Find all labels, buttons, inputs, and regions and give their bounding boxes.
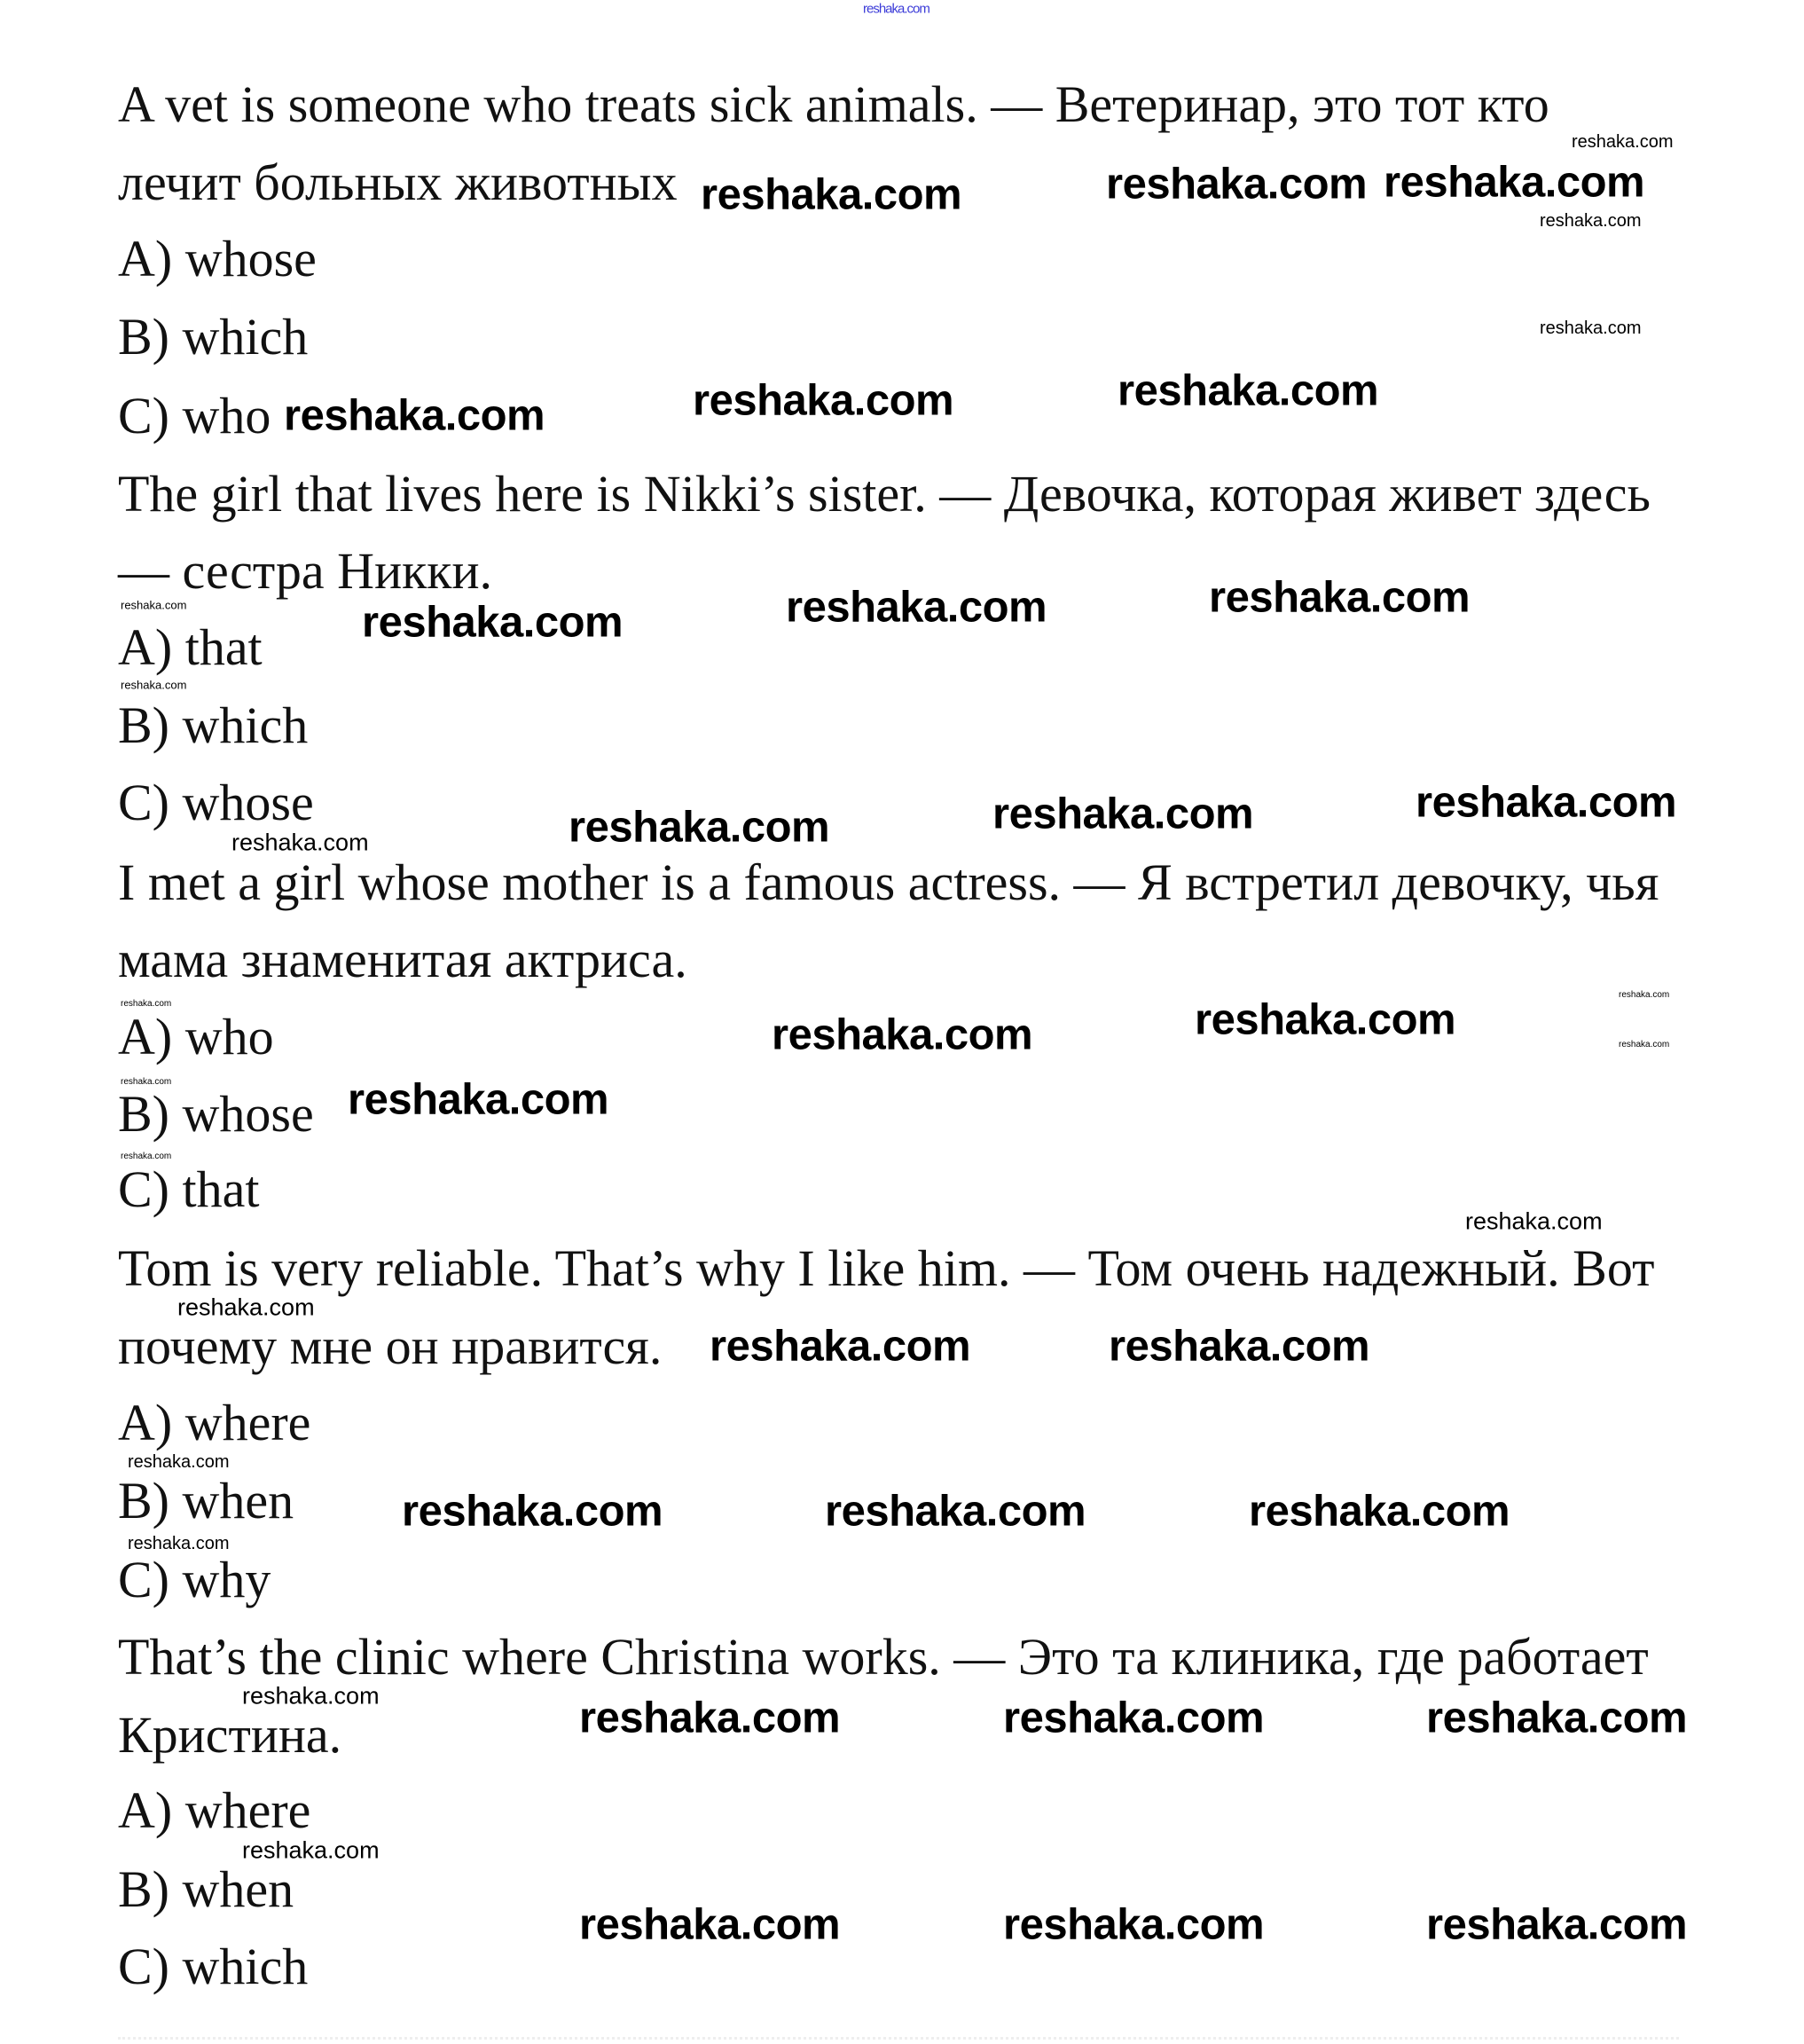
- watermark-text: reshaka.com: [579, 1900, 841, 1949]
- watermark-text: reshaka.com: [1540, 318, 1642, 338]
- watermark-text: reshaka.com: [579, 1694, 841, 1742]
- answer-option: C) which: [118, 1938, 309, 1995]
- answer-option: A) where: [118, 1394, 311, 1451]
- watermark-text: reshaka.com: [121, 999, 172, 1009]
- answer-option: A) where: [118, 1781, 311, 1839]
- watermark-text: reshaka.com: [1003, 1694, 1265, 1742]
- answer-option: A) that: [118, 618, 263, 676]
- answer-option: C) why: [118, 1551, 271, 1608]
- watermark-text: reshaka.com: [1572, 132, 1674, 152]
- watermark-text: reshaka.com: [772, 1010, 1033, 1059]
- watermark-text: reshaka.com: [1540, 211, 1642, 231]
- answer-option: A) who: [118, 1008, 274, 1065]
- watermark-text: reshaka.com: [1209, 573, 1471, 622]
- watermark-text: reshaka.com: [242, 1682, 380, 1710]
- answer-option: B) which: [118, 696, 309, 754]
- watermark-text: reshaka.com: [362, 598, 624, 647]
- watermark-text: reshaka.com: [402, 1487, 663, 1536]
- watermark-text: reshaka.com: [693, 376, 954, 425]
- watermark-text: reshaka.com: [121, 1152, 172, 1161]
- watermark-text: reshaka.com: [1416, 778, 1677, 827]
- answer-option: B) which: [118, 308, 309, 366]
- watermark-text: reshaka.com: [1109, 1322, 1370, 1371]
- question-sentence: A vet is someone who treats sick animals. — Ветеринар, это тот кто: [118, 75, 1549, 133]
- watermark-text: reshaka.com: [121, 678, 187, 692]
- watermark-text: reshaka.com: [786, 583, 1047, 632]
- watermark-text: reshaka.com: [1195, 995, 1456, 1044]
- watermark-text: reshaka.com: [1619, 990, 1670, 1000]
- question-sentence-continued: почему мне он нравится.: [118, 1317, 663, 1375]
- watermark-text: reshaka.com: [121, 598, 187, 612]
- watermark-text: reshaka.com: [1249, 1487, 1510, 1536]
- answer-option: C) that: [118, 1160, 260, 1218]
- watermark-text: reshaka.com: [1426, 1694, 1688, 1742]
- answer-option: A) whose: [118, 230, 317, 287]
- answer-option: B) whose: [118, 1085, 314, 1143]
- watermark-text: reshaka.com: [825, 1487, 1086, 1536]
- watermark-text: reshaka.com: [1465, 1207, 1603, 1235]
- watermark-text: reshaka.com: [348, 1075, 609, 1124]
- watermark-text: reshaka.com: [284, 391, 545, 440]
- watermark-text: reshaka.com: [710, 1322, 971, 1371]
- watermark-text: reshaka.com: [231, 829, 369, 856]
- page-bottom-artifact: [118, 2037, 1679, 2044]
- watermark-text: reshaka.com: [242, 1836, 380, 1864]
- watermark-text: reshaka.com: [1118, 366, 1379, 415]
- watermark-text: reshaka.com: [1619, 1040, 1670, 1050]
- answer-option: B) when: [118, 1860, 294, 1918]
- watermark-text: reshaka.com: [128, 1452, 230, 1472]
- question-sentence-continued: мама знаменитая актриса.: [118, 931, 687, 988]
- question-sentence-continued: Кристина.: [118, 1706, 342, 1764]
- watermark-text: reshaka.com: [1426, 1900, 1688, 1949]
- watermark-text: reshaka.com: [992, 790, 1254, 838]
- question-sentence-continued: лечит больных животных: [118, 153, 678, 211]
- watermark-text: reshaka.com: [569, 803, 830, 852]
- answer-option: C) whose: [118, 774, 314, 831]
- watermark-text: reshaka.com: [863, 1, 929, 17]
- watermark-text: reshaka.com: [121, 1077, 172, 1087]
- watermark-text: reshaka.com: [1106, 160, 1368, 208]
- answer-option: C) who: [118, 387, 271, 444]
- watermark-text: reshaka.com: [177, 1293, 315, 1321]
- watermark-text: reshaka.com: [1384, 158, 1645, 207]
- question-sentence: The girl that lives here is Nikki’s sister. — Девочка, которая живет здесь: [118, 465, 1651, 523]
- question-sentence: Tom is very reliable. That’s why I like him. — Том очень надежный. Вот: [118, 1239, 1655, 1297]
- question-sentence-continued: — сестра Никки.: [118, 542, 493, 600]
- question-sentence: I met a girl whose mother is a famous actress. — Я встретил девочку, чья: [118, 853, 1659, 911]
- watermark-text: reshaka.com: [128, 1534, 230, 1553]
- watermark-text: reshaka.com: [1003, 1900, 1265, 1949]
- question-sentence: That’s the clinic where Christina works. — Это та клиника, где работает: [118, 1628, 1649, 1686]
- watermark-text: reshaka.com: [701, 170, 962, 219]
- answer-option: B) when: [118, 1472, 294, 1529]
